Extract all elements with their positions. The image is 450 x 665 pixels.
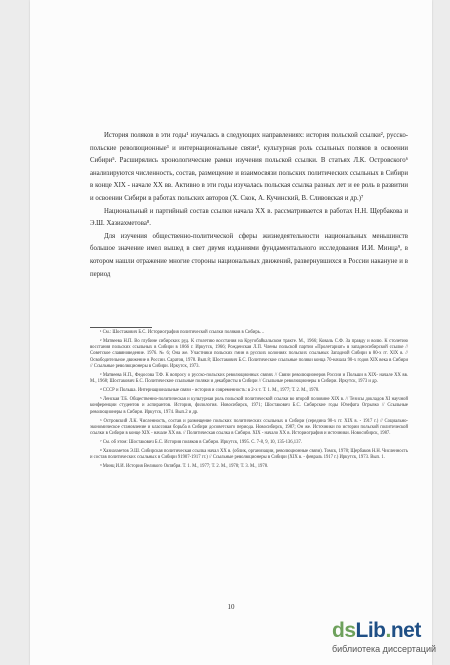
logo-part-net: net (390, 619, 421, 642)
paragraph: История поляков в эти годы¹ изучалась в следующих направлениях: история польской ссылки², русско-польские революционные³ и интернациональные связи⁴, культурная роль ссыльных поляков в освоении Сибири⁵. Расширялись хронологические рамки изучения польской ссылки. В статьях Л.К. Островского⁶ анализируются численность, состав, размещение и взаимосвязи польских политических ссыльных в Сибири в конце XIX - начале XX вв. Активно в эти годы изучалась польская ссылка разных лет и ее роль в развитии и освоении Сибири в работах польских авторов (Х. Скок, А. Кучинский, В. Сливовская и др.)⁷ (90, 132, 408, 202)
footnote: ² Матвеева Н.П. Во глубине сибирских руд. К столетию восстания на Кругобайкальском тракте. М., 1966; Коваль С.Ф. За правду и волю. К столетию восстания польских ссыльных в Сибири в 1866 г. Иркутск, 1966; Рожденская Л.П. Члены польской партии «Пролетариат» в западносибирской ссылке // Советское славяноведение. 1976. № 6; Она же. Участники польских гмин в русских колониях польских ссыльных Западной Сибири в 80-х гг. XIX в. // Освободительное движение в России. Саратов, 1978. Вып.8; Шостакович Б.С. Политические ссыльные поляки конца 70-начала 90-х годов XIX века в Сибири // Ссыльные революционеры в Сибири. Иркутск, 1973. (90, 338, 408, 370)
page-number: 10 (227, 603, 235, 611)
paragraph: Для изучения общественно-политической сферы жизнедеятельности национальных меньшинств большое значение имел вышед в свет двумя изданиями фундаментального исследования И.И. Минца⁹, в котором нашли отражение многие стороны национальных движений, развернувшихся в России накануне и в период (90, 232, 408, 278)
footnote: ³ Матвеева Н.П., Федосова Т.Ф. К вопросу о русско-польских революционных связях // Связи революционеров России и Польши в XIX- начале XX вв. М., 1968; Шостакович Б.С. Политические ссыльные поляки и декабристы в Сибири // Ссыльные революционеры в Сибири. Иркутск, 1973 и др. (90, 372, 408, 385)
footnote: ⁸ Хазиахметов Э.Ш. Сибирская политическая ссылка начал XX в. (облик, организации, революционные связи). Томск, 1978; Щербаков Н.Н. Численность и состав политических ссыльных в Сибири 91907-1917 гг.) // Ссыльные революционеры в Сибири (XIX в. - февраль 1917 г.) Иркутск, 1973. Вып. 1. (90, 448, 408, 461)
footnote: ⁹ Минц И.И. История Великого Октября. Т. 1. М., 1977; Т. 2. М., 1978; Т. 3. М., 1978. (100, 464, 269, 470)
paragraph: Национальный и партийный состав ссылки начала XX в. рассматривается в работах Н.Н. Щербакова и Э.Ш. Хазиахметова⁸. (90, 207, 408, 228)
body-text (90, 130, 408, 281)
footnotes (90, 330, 408, 473)
dslib-logo[interactable] (332, 619, 444, 655)
logo-part-lib: Lib (355, 619, 386, 642)
footnote: ⁷ См. об этом: Шостакович Б.С. История поляков в Сибири. Иркутск, 1995. С. 7-8, 9, 10, 135-136,137. (100, 440, 302, 446)
footnote: ⁴ СССР и Польша. Интернациональные связи - история и современность: в 2-х т. Т. 1. М., 1977; Т. 2. М., 1978. (100, 388, 320, 394)
logo-part-ds: ds (332, 619, 356, 642)
footnote: ⁶ Островский Л.К. Численность, состав и размещение польских политических ссыльных в Сибири (середина 90-х гг. XIX в. - 1917 г.) // Социально-экономическое становление и классовая борьба в Сибири досоветского периода. Новосибирск, 1987; Он же. Источники по истории польской политической ссылки в Сибири в конце XIX - начале XX вв. // Политическая ссылка в Сибири. XIX - начало XX в. Историография и источники. Новосибирск, 1987. (90, 418, 408, 437)
document-page (30, 0, 432, 665)
logo-wordmark (332, 619, 444, 643)
footnote: ⁵ Ленская Т.Б. Общественно-политическая и культурная роль польской политической ссылки во второй половине XIX в. // Тезисы докладов XI научной конференции студентов и аспирантов. История, филология. Новосибирск, 1971; Шостакович Б.С. Сибирские годы Юзефата Огрызко // Ссыльные революционеры в Сибири. Иркутск, 1974. Вып.2 и др. (90, 397, 408, 415)
logo-tagline: библиотека диссертаций (332, 644, 437, 654)
logo-part-dot: . (385, 619, 391, 642)
footnote: ¹ См.: Шостакович Б.С. Историография политической ссылки поляков в Сибирь… (100, 330, 265, 335)
footnote-separator (90, 327, 152, 328)
